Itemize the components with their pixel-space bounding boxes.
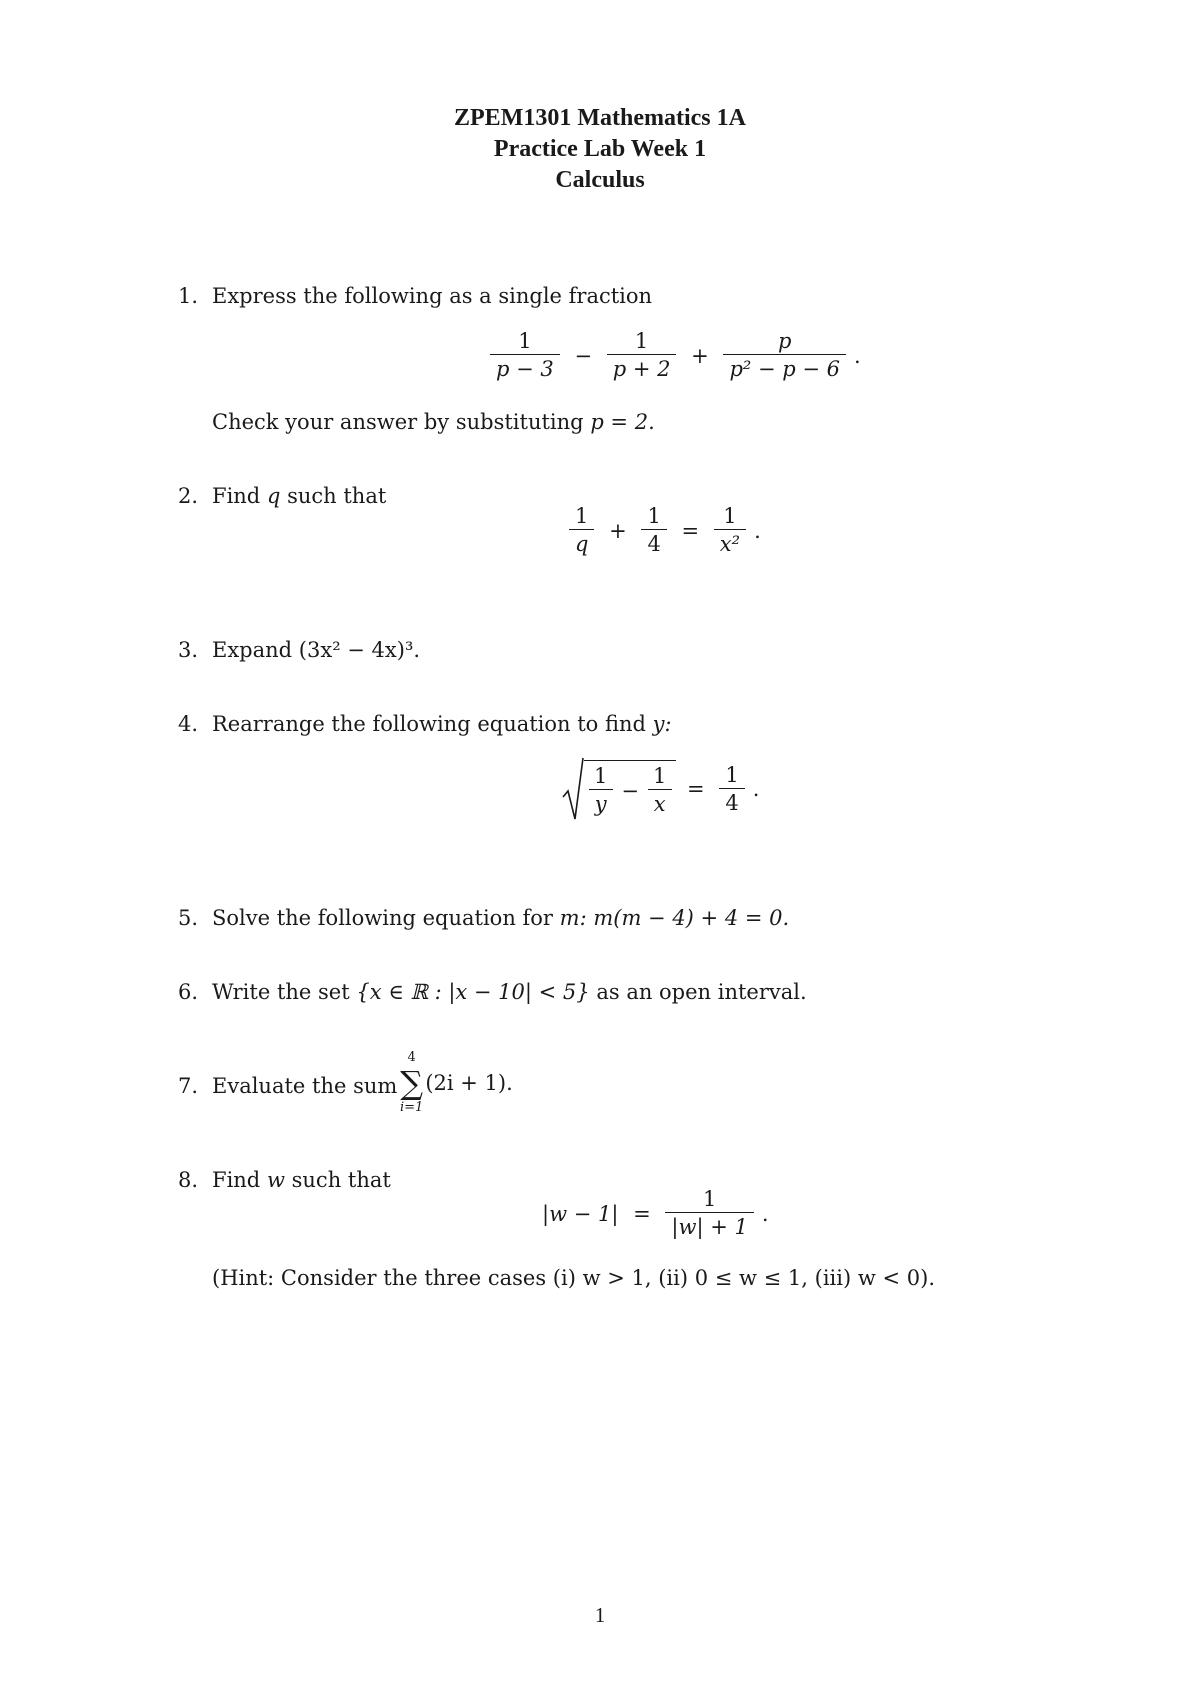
equals: =	[681, 518, 700, 543]
fraction: $\frac{1}{|w| + 1}$	[665, 1186, 753, 1241]
page-number: 1	[594, 1603, 606, 1627]
document-header	[0, 103, 1200, 196]
fraction: $\frac{1}{p + 2}$	[607, 328, 677, 383]
q8-hint: (Hint: Consider the three cases (i) w > 1, (ii) 0 ≤ w ≤ 1, (iii) w < 0).	[212, 1266, 935, 1290]
course-title: ZPEM1301 Mathematics 1A	[454, 105, 746, 131]
variable: q	[266, 484, 281, 508]
variable: w	[266, 1168, 285, 1192]
q2-equation	[565, 503, 765, 558]
question-number: 3.	[178, 638, 199, 662]
question-3	[178, 636, 420, 664]
q4-equation	[562, 757, 763, 821]
operator: +	[691, 343, 709, 368]
question-text: Find	[212, 484, 261, 508]
period: .	[854, 343, 861, 368]
question-4	[178, 710, 672, 738]
variable: y:	[652, 712, 672, 736]
question-8	[178, 1166, 391, 1194]
fraction: $\frac{1}{4}$	[719, 762, 744, 817]
radical-sign-icon	[562, 757, 584, 821]
set-expression: {x ∈ ℝ : |x − 10| < 5}	[356, 980, 590, 1004]
operator: −	[621, 778, 639, 803]
question-text: Solve the following equation for	[212, 906, 553, 930]
summand: (2i + 1).	[425, 1071, 513, 1095]
topic-title: Calculus	[555, 167, 645, 193]
question-text-2: such that	[291, 1168, 391, 1192]
period: .	[752, 777, 760, 801]
lhs: |w − 1|	[542, 1201, 619, 1226]
operator: −	[574, 343, 593, 368]
fraction: $\frac{1}{y}$	[588, 763, 613, 818]
question-text: Find	[212, 1168, 261, 1192]
summation-icon	[400, 1050, 423, 1116]
q7-sum	[400, 1050, 513, 1116]
sigma-symbol: ∑	[400, 1064, 424, 1102]
equals: =	[633, 1201, 651, 1226]
question-text: Rearrange the following equation to find	[212, 712, 646, 736]
operator: +	[609, 518, 627, 543]
fraction: $\frac{1}{p - 3}$	[490, 328, 560, 383]
question-7	[178, 1072, 397, 1100]
variable: m:	[559, 906, 587, 930]
question-number: 1.	[178, 284, 199, 308]
check-substitution: p = 2.	[590, 410, 655, 434]
expression: (3x² − 4x)³.	[298, 638, 421, 662]
question-2	[178, 482, 386, 510]
question-5	[178, 904, 789, 932]
period: .	[754, 518, 761, 543]
question-number: 6.	[178, 980, 199, 1004]
period: .	[761, 1201, 769, 1226]
question-number: 4.	[178, 712, 199, 736]
question-text: Evaluate the sum	[212, 1074, 398, 1098]
q8-equation	[538, 1186, 773, 1241]
question-number: 8.	[178, 1168, 199, 1192]
q1-check	[212, 408, 655, 436]
square-root	[562, 757, 676, 821]
question-6	[178, 978, 807, 1006]
question-text: Write the set	[212, 980, 350, 1004]
lower-limit: i=1	[400, 1100, 424, 1115]
q1-equation	[486, 328, 865, 383]
question-number: 2.	[178, 484, 199, 508]
fraction: $\frac{1}{x}$	[647, 763, 672, 818]
question-number: 5.	[178, 906, 199, 930]
equals: =	[687, 777, 705, 801]
fraction: $\frac{p}{\text{p² − p − 6}}$	[723, 328, 846, 383]
expression: m(m − 4) + 4 = 0.	[593, 906, 790, 930]
question-1	[178, 282, 652, 310]
question-text-2: such that	[287, 484, 387, 508]
question-text: Expand	[212, 638, 293, 662]
question-number: 7.	[178, 1074, 199, 1098]
fraction: $\frac{1}{q}$	[569, 503, 594, 558]
check-text: Check your answer by substituting	[212, 410, 584, 434]
question-text-2: as an open interval.	[596, 980, 807, 1004]
lab-title: Practice Lab Week 1	[493, 136, 707, 162]
fraction: $\frac{1}{\text{x²}}$	[714, 503, 746, 558]
upper-limit: 4	[407, 1050, 416, 1065]
fraction: $\frac{1}{4}$	[641, 503, 666, 558]
question-text: Express the following as a single fraction	[212, 284, 653, 308]
